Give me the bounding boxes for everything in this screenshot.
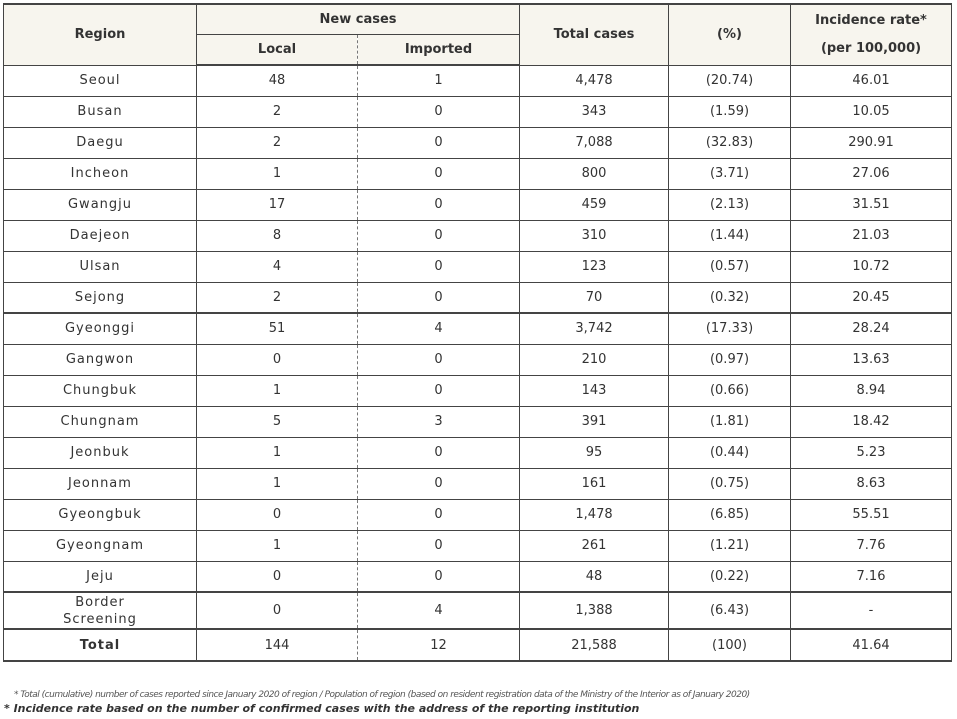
row-imported: 0 [358,375,520,406]
row-incidence: 13.63 [791,344,952,375]
row-imported: 0 [358,189,520,220]
table-row [4,406,952,437]
row-imported: 0 [358,158,520,189]
header-incidence-line1: Incidence rate* [815,12,927,28]
row-total: 95 [520,437,669,468]
row-percent: (3.71) [669,158,791,189]
row-incidence: 10.05 [791,96,952,127]
row-percent: (0.66) [669,375,791,406]
table-row [4,96,952,127]
row-imported: 0 [358,468,520,499]
table-row [4,561,952,592]
row-incidence: 7.16 [791,561,952,592]
row-region: Jeonbuk [4,437,197,468]
row-local: 1 [197,437,358,468]
table-row [4,251,952,282]
header-incidence-line2: (per 100,000) [820,40,922,56]
row-imported: 0 [358,251,520,282]
table-body [4,65,952,661]
row-total: 161 [520,468,669,499]
row-percent: (0.97) [669,344,791,375]
table-row-total [4,629,952,661]
row-imported: 0 [358,127,520,158]
row-region: Gyeongbuk [4,499,197,530]
row-region: Daejeon [4,220,197,251]
row-total: 1,478 [520,499,669,530]
row-imported: 0 [358,96,520,127]
row-local: 2 [197,127,358,158]
row-percent: (32.83) [669,127,791,158]
table-row [4,189,952,220]
table-row [4,499,952,530]
table-row [4,282,952,313]
row-percent: (0.22) [669,561,791,592]
row-imported: 4 [358,313,520,344]
row-total: 3,742 [520,313,669,344]
row-region [4,592,197,629]
row-incidence: 46.01 [791,65,952,96]
row-percent: (17.33) [669,313,791,344]
row-local: 0 [197,561,358,592]
row-total: 391 [520,406,669,437]
row-incidence: 21.03 [791,220,952,251]
row-region: Jeonnam [4,468,197,499]
row-region: Gangwon [4,344,197,375]
row-total: 210 [520,344,669,375]
row-region: Sejong [4,282,197,313]
row-percent: (6.43) [669,592,791,629]
row-region: Incheon [4,158,197,189]
row-local: 1 [197,158,358,189]
row-imported: 4 [358,592,520,629]
row-local: 0 [197,344,358,375]
footnote-incidence: * Incidence rate based on the number of confirmed cases with the address of the reporting institution [4,702,640,715]
row-total: 800 [520,158,669,189]
row-percent: (1.81) [669,406,791,437]
row-incidence: 55.51 [791,499,952,530]
row-percent: (0.32) [669,282,791,313]
row-percent: (2.13) [669,189,791,220]
row-percent: (0.44) [669,437,791,468]
row-imported: 3 [358,406,520,437]
row-region: Jeju [4,561,197,592]
row-incidence: 28.24 [791,313,952,344]
row-total: 123 [520,251,669,282]
row-region: Busan [4,96,197,127]
row-region: Chungnam [4,406,197,437]
row-imported: 0 [358,282,520,313]
header-total-cases: Total cases [520,4,669,65]
row-local: 0 [197,499,358,530]
total-local: 144 [197,629,358,661]
row-region: Chungbuk [4,375,197,406]
row-imported: 0 [358,220,520,251]
table-row [4,344,952,375]
row-imported: 0 [358,561,520,592]
table-row [4,127,952,158]
row-total: 48 [520,561,669,592]
row-region: Gyeonggi [4,313,197,344]
row-imported: 0 [358,530,520,561]
row-incidence: 10.72 [791,251,952,282]
row-total: 70 [520,282,669,313]
row-incidence: 8.63 [791,468,952,499]
row-local: 8 [197,220,358,251]
row-imported: 0 [358,499,520,530]
row-local: 2 [197,282,358,313]
row-incidence: 5.23 [791,437,952,468]
row-percent: (6.85) [669,499,791,530]
table-row [4,65,952,96]
row-region: Seoul [4,65,197,96]
row-local: 17 [197,189,358,220]
table-row [4,437,952,468]
row-incidence: 7.76 [791,530,952,561]
row-incidence: - [791,592,952,629]
row-imported: 0 [358,437,520,468]
row-total: 1,388 [520,592,669,629]
row-percent: (0.75) [669,468,791,499]
row-local: 5 [197,406,358,437]
row-total: 343 [520,96,669,127]
row-local: 51 [197,313,358,344]
header-local: Local [197,35,358,66]
row-local: 4 [197,251,358,282]
header-percent: (%) [669,4,791,65]
header-new-cases: New cases [197,4,520,35]
row-local: 1 [197,530,358,561]
table-header [4,4,952,65]
regional-cases-table [3,3,952,662]
total-incidence: 41.64 [791,629,952,661]
table-row [4,468,952,499]
total-region: Total [4,629,197,661]
row-incidence: 31.51 [791,189,952,220]
total-total: 21,588 [520,629,669,661]
row-imported: 1 [358,65,520,96]
row-region-line1: Border [75,594,125,610]
table-row [4,158,952,189]
row-local: 1 [197,468,358,499]
row-percent: (1.44) [669,220,791,251]
row-total: 459 [520,189,669,220]
row-percent: (20.74) [669,65,791,96]
row-percent: (0.57) [669,251,791,282]
total-imported: 12 [358,629,520,661]
row-total: 310 [520,220,669,251]
total-percent: (100) [669,629,791,661]
row-total: 143 [520,375,669,406]
row-local: 0 [197,592,358,629]
row-total: 4,478 [520,65,669,96]
footnote-total: * Total (cumulative) number of cases reported since January 2020 of region / Population of region (based on resident registration data of the Ministry of the Interior as of January 2020) [14,690,750,700]
table-row [4,220,952,251]
row-incidence: 8.94 [791,375,952,406]
table-row [4,375,952,406]
row-region: Daegu [4,127,197,158]
row-incidence: 20.45 [791,282,952,313]
table-row-border-screening [4,592,952,629]
table-row [4,530,952,561]
row-region: Gwangju [4,189,197,220]
header-imported: Imported [358,35,520,66]
row-local: 48 [197,65,358,96]
row-incidence: 18.42 [791,406,952,437]
row-imported: 0 [358,344,520,375]
row-total: 261 [520,530,669,561]
row-percent: (1.59) [669,96,791,127]
row-incidence: 290.91 [791,127,952,158]
row-region: Ulsan [4,251,197,282]
header-region: Region [4,4,197,65]
table-row [4,313,952,344]
row-local: 2 [197,96,358,127]
footnotes [4,689,954,716]
row-region: Gyeongnam [4,530,197,561]
row-local: 1 [197,375,358,406]
row-total: 7,088 [520,127,669,158]
row-incidence: 27.06 [791,158,952,189]
header-incidence-rate [791,4,952,65]
row-region-line2: Screening [63,611,137,627]
row-percent: (1.21) [669,530,791,561]
